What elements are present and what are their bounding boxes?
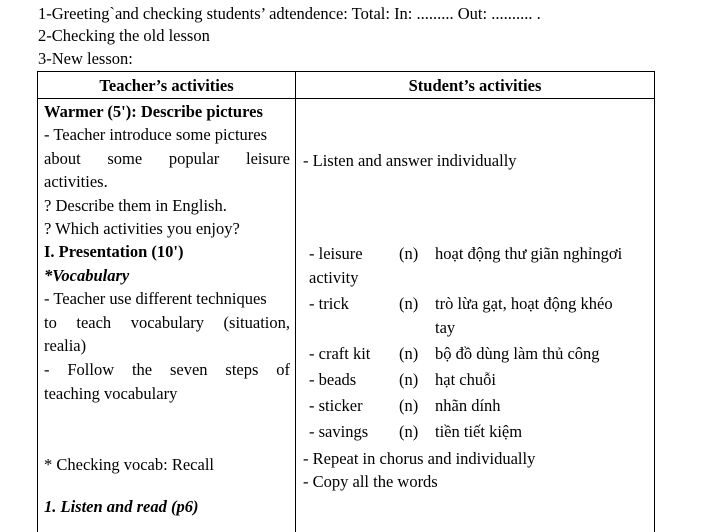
technique-text-3: realia) [44,336,87,355]
vocab-meaning: nhãn dính [435,396,501,415]
repeat-chorus-text: - Repeat in chorus and individually [303,449,536,468]
listen-read-heading: 1. Listen and read (p6) [44,497,199,516]
warmer-question-2: ? Which activities you enjoy? [44,219,240,238]
vocab-pos: (n) [399,396,419,415]
vocab-meaning: trò lừa gạt, hoạt động khéo [435,294,613,313]
vocab-term: - savings [309,422,369,441]
technique-text-1: - Teacher use different techniques [44,289,267,308]
vocab-meaning: hoạt động thư giãn nghỉngơi [435,244,623,263]
teacher-activities-header: Teacher’s activities [99,76,234,95]
vocab-term: - sticker [309,396,363,415]
copy-words-text: - Copy all the words [303,472,438,491]
header-divider [38,98,654,99]
steps-text-1: - Follow the seven steps of [44,360,290,379]
vocab-pos: (n) [399,294,419,313]
warmer-heading: Warmer (5'): Describe pictures [44,102,263,121]
listen-answer-text: - Listen and answer individually [303,151,517,170]
checking-vocab-text: * Checking vocab: Recall [44,455,214,474]
warmer-question-1: ? Describe them in English. [44,196,227,215]
checking-old-lesson-line: 2-Checking the old lesson [38,26,210,45]
student-activities-header: Student’s activities [408,76,542,95]
vocab-term: - beads [309,370,357,389]
column-divider [295,72,296,532]
new-lesson-line: 3-New lesson: [38,49,133,68]
vocab-pos: (n) [399,344,419,363]
warmer-text-1: - Teacher introduce some pictures [44,125,268,144]
vocab-pos: (n) [399,244,419,263]
vocab-meaning: bộ đồ dùng làm thủ công [435,344,600,363]
vocab-meaning: tiền tiết kiệm [435,422,523,441]
vocab-term: - trick [309,294,349,313]
warmer-text-2: about some popular leisure [44,149,290,168]
vocab-term: - leisure [309,244,363,263]
warmer-text-3: activities. [44,172,108,191]
vocab-term-continued: activity [309,268,359,287]
steps-text-2: teaching vocabulary [44,384,178,403]
vocab-term: - craft kit [309,344,371,363]
greeting-line: 1-Greeting`and checking students’ adtendence: Total: In: ......... Out: .......... . [38,4,541,23]
presentation-heading: I. Presentation (10') [44,242,184,261]
vocab-pos: (n) [399,370,419,389]
vocab-meaning: hạt chuỗi [435,370,496,389]
vocab-meaning-continued: tay [435,318,456,337]
vocab-pos: (n) [399,422,419,441]
technique-text-2: to teach vocabulary (situation, [44,313,290,332]
vocabulary-heading: *Vocabulary [44,266,130,285]
activities-table [37,71,655,532]
